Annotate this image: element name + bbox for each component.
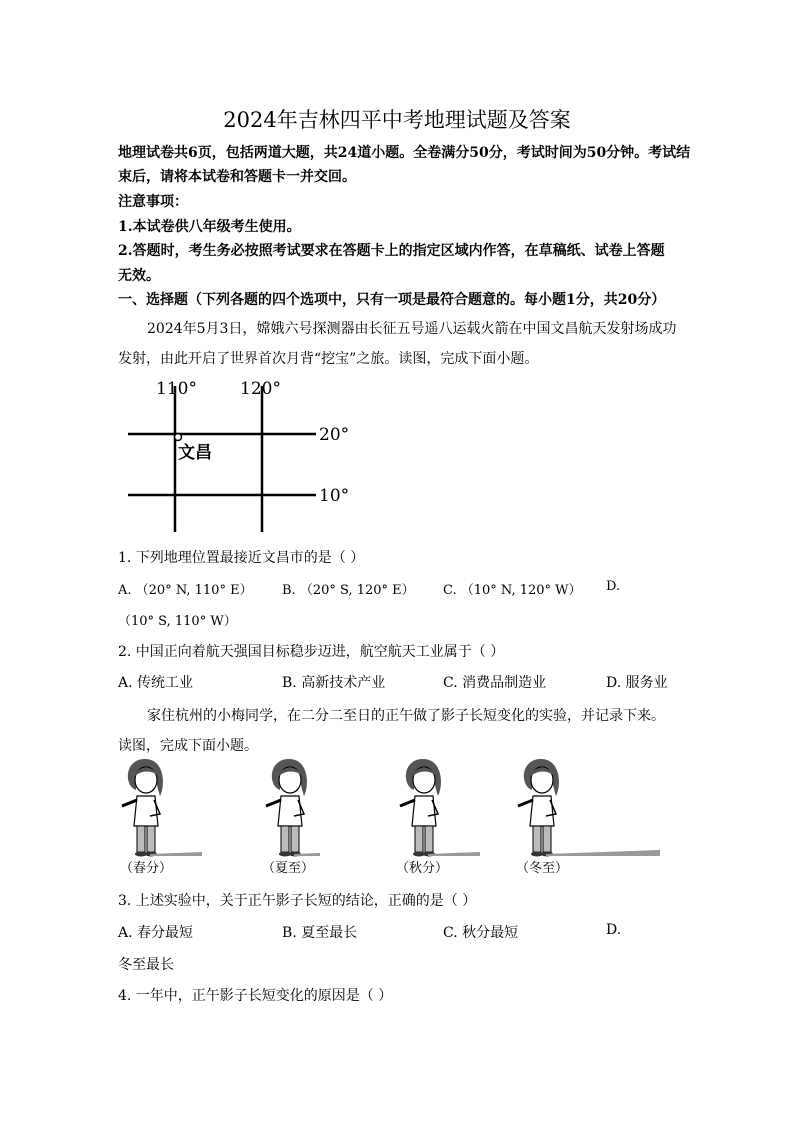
q2-option-c: C. 消费品制造业 (443, 675, 547, 691)
q2-option-b: B. 高新技术产业 (282, 675, 386, 691)
wenchang-marker-icon (175, 434, 182, 441)
shadow-winter (546, 850, 660, 856)
page-title: 2024年吉林四平中考地理试题及答案 (223, 108, 571, 132)
note-1: 1.本试卷供八年级考生使用。 (118, 219, 301, 235)
q3-option-b: B. 夏至最长 (282, 925, 358, 941)
q1-option-d-text: （10° S, 110° W） (118, 614, 237, 629)
q2-stem: 2. 中国正向着航天强国目标稳步迈进，航空航天工业属于（ ） (118, 644, 505, 660)
lat-label-20: 20° (319, 425, 350, 445)
passage-2-line-2: 读图，完成下面小题。 (118, 738, 258, 754)
note-2-line-2: 无效。 (118, 268, 160, 284)
q1-option-b: B. （20° S, 120° E） (282, 583, 415, 598)
section-1-heading: 一、选择题（下列各题的四个选项中，只有一项是最符合题意的。每小题1分，共20分） (118, 292, 666, 308)
q1-option-c: C. （10° N, 120° W） (443, 583, 582, 598)
q2-option-a: A. 传统工业 (118, 675, 194, 691)
city-label: 文昌 (178, 443, 212, 463)
lat-label-10: 10° (319, 486, 350, 506)
map-figure (118, 372, 368, 537)
q3-option-d: D. (606, 922, 622, 938)
q1-option-d: D. (606, 579, 621, 594)
figure-autumn-equinox (400, 759, 480, 857)
q3-option-d-text: 冬至最长 (118, 957, 174, 973)
q4-stem: 4. 一年中，正午影子长短变化的原因是（ ） (118, 988, 393, 1004)
label-spring: （春分） (120, 861, 173, 876)
q1-stem: 1. 下列地理位置最接近文昌市的是（ ） (118, 550, 365, 566)
label-summer: （夏至） (262, 861, 315, 876)
shadow-spring (150, 852, 202, 856)
q3-stem: 3. 上述实验中，关于正午影子长短的结论，正确的是（ ） (118, 893, 477, 909)
passage-1-line-2: 发射，由此开启了世界首次月背“挖宝”之旅。读图，完成下面小题。 (118, 351, 539, 367)
label-autumn: （秋分） (396, 861, 449, 876)
lon-label-110: 110° (156, 379, 197, 399)
figure-winter-solstice (518, 759, 660, 857)
q3-option-c: C. 秋分最短 (443, 925, 519, 941)
q3-option-a: A. 春分最短 (118, 925, 194, 941)
figure-spring-equinox (122, 759, 202, 857)
passage-2-line-1: 家住杭州的小梅同学，在二分二至日的正午做了影子长短变化的实验，并记录下来。 (147, 708, 665, 724)
intro-line-1: 地理试卷共6页，包括两道大题，共24道小题。全卷满分50分，考试时间为50分钟。考试结 (118, 145, 691, 161)
shadow-experiment-figure (110, 756, 670, 878)
q2-option-d: D. 服务业 (606, 675, 668, 691)
passage-1-line-1: 2024年5月3日，嫦娥六号探测器由长征五号遥八运载火箭在中国文昌航天发射场成功 (147, 321, 677, 337)
figure-summer-solstice (266, 759, 320, 857)
label-winter: （冬至） (516, 861, 569, 876)
intro-line-2: 束后，请将本试卷和答题卡一并交回。 (118, 169, 356, 185)
note-2-line-1: 2.答题时，考生务必按照考试要求在答题卡上的指定区域内作答，在草稿纸、试卷上答题 (118, 243, 665, 259)
shadow-autumn (428, 852, 480, 856)
q1-option-a: A. （20° N, 110° E） (118, 583, 253, 598)
lon-label-120: 120° (240, 379, 281, 399)
notes-label: 注意事项： (118, 194, 188, 210)
